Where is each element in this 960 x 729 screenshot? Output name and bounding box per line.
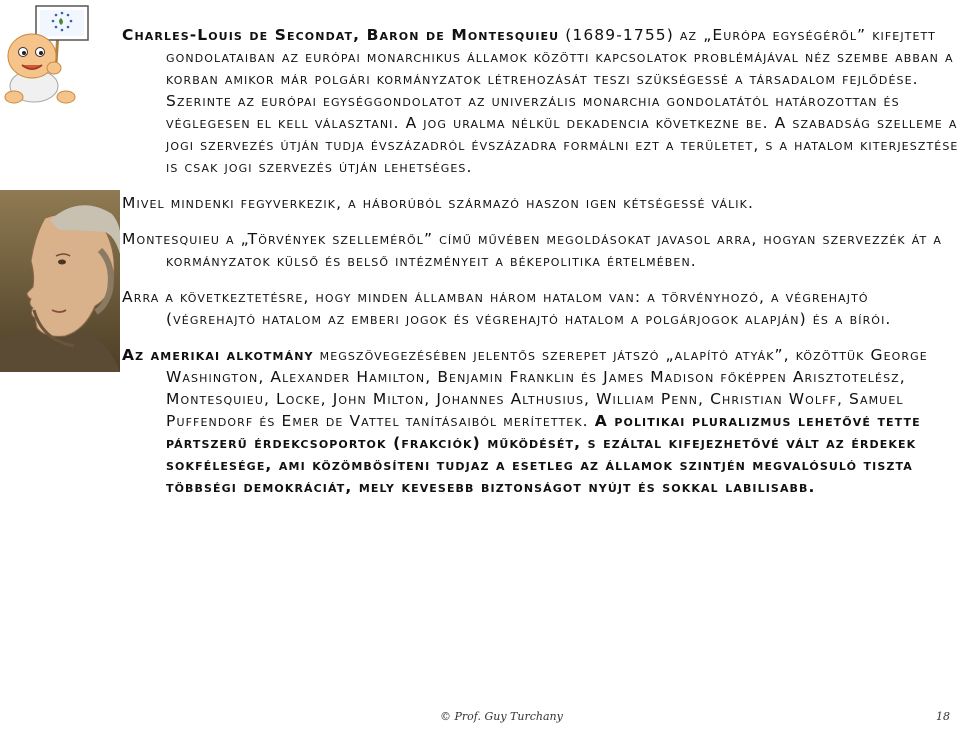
footer xyxy=(440,710,960,728)
main-text xyxy=(122,24,960,512)
paragraph-armament: Mivel mindenki fegyverkezik, a háborúból származó haszon igen kétségessé válik. xyxy=(122,194,754,212)
paragraph-body: megszövegezésében jelentős szerepet játszó „alapító atyák”, közöttük George Washington, Alexander Hamilton, Benjamin Franklin és James Madison főképpen Arisztotelész, Montesquieu, Locke, John Milton, Johannes Althusius, William Penn, Christian Wolff, Samuel Puffendorf és Emer de Vattel tanításaiból merítettek. xyxy=(166,346,928,430)
person-name: Charles-Louis de Secondat, Baron de Montesquieu xyxy=(122,26,560,44)
paragraph-three-powers: Arra a következtetésre, hogy minden államban három hatalom van: a törvényhozó, a végrehajtó (végrehajtó hatalom az emberi jogok és végrehajtó hatalom a polgárjogok alapján) és a bírói. xyxy=(122,288,892,328)
paragraph-body: (1689-1755) az „Európa egységéről” kifejtett gondolataiban az európai monarchikus államok közötti kapcsolatok problémájával néz szembe abban a korban amikor már polgári kormányzatok létrehozását teszi szükségessé a társadalom fejlődése. Szerinte az európai egységgondolatot az univerzális monarchia gondolatától határozottan és véglegesen el kell választani. A jog uralma nélkül dekadencia következne be. A szabadság szelleme a jogi szervezés útján tudja évszázadról évszázadra formálni ezt a területet, s a hatalom kiterjesztése is csak jogi szervezés útján lehetséges. xyxy=(166,26,959,176)
paragraph-american-constitution xyxy=(122,344,960,498)
paragraph-montesquieu-intro xyxy=(122,24,960,178)
montesquieu-portrait-icon xyxy=(0,190,120,372)
american-constitution-heading: Az amerikai alkotmány xyxy=(122,346,314,364)
paragraph-spirit-of-laws: Montesquieu a „Törvények szelleméről” című művében megoldásokat javasol arra, hogyan szervezzék át a kormányzatok külső és belső intézményeit a békepolitika értelmében. xyxy=(122,230,943,270)
copyright-text: © Prof. Guy Turchany xyxy=(440,710,563,723)
baby-with-eu-flag-icon xyxy=(4,2,94,107)
pluralism-statement: A politikai pluralizmus lehetővé tette pártszerű érdekcsoportok (frakciók) működését, s ezáltal kifejezhetővé vált az érdekek sokfélesége, ami közömbösíteni tudjaz a esetleg az államok szintjén megvalósuló tiszta többségi demokráciát, mely kevesebb biztonságot nyújt és sokkal labilisabb. xyxy=(166,412,921,496)
page-number: 18 xyxy=(936,710,950,723)
